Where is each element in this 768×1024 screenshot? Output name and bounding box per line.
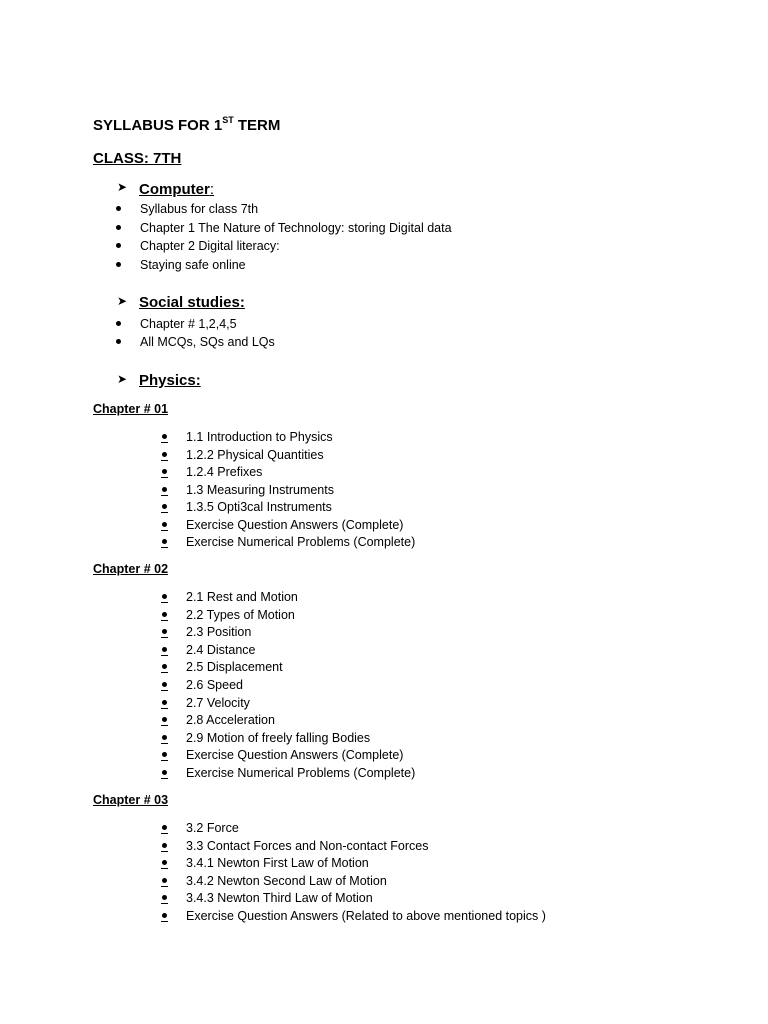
arrow-bullet-icon: ➤	[117, 180, 128, 194]
bullet-icon	[162, 647, 167, 652]
bullet-icon	[162, 594, 167, 599]
bullet-icon	[162, 434, 167, 439]
chapter-01-list: 1.1 Introduction to Physics 1.2.2 Physical Quantities 1.2.4 Prefixes 1.3 Measuring Instruments 1.3.5 Opti3cal Instruments Exercise Question Answers (Complete) Exercise Numerical Problems (Complete)	[162, 430, 562, 560]
chapter-03-list: 3.2 Force 3.3 Contact Forces and Non-contact Forces 3.4.1 Newton First Law of Motion 3.4.2 Newton Second Law of Motion 3.4.3 Newton Third Law of Motion Exercise Question Answers (Related to above mentioned topics )	[162, 821, 582, 931]
bullet-icon	[116, 262, 121, 267]
chapter-01-heading: Chapter # 01	[93, 402, 169, 416]
bullet-icon	[162, 735, 167, 740]
bullet-icon	[162, 629, 167, 634]
arrow-bullet-icon: ➤	[117, 372, 128, 386]
bullet-icon	[162, 770, 167, 775]
bullet-icon	[162, 504, 167, 509]
bullet-icon	[116, 321, 121, 326]
title-suffix: TERM	[233, 117, 281, 134]
bullet-icon	[116, 243, 121, 248]
computer-list: Syllabus for class 7th Chapter 1 The Nature of Technology: storing Digital data Chapter 2 Digital literacy: Staying safe online	[116, 202, 516, 282]
bullet-icon	[162, 860, 167, 865]
social-heading: Social studies:	[139, 294, 245, 311]
bullet-icon	[162, 612, 167, 617]
computer-heading	[139, 181, 214, 198]
computer-heading-text: Computer	[139, 181, 210, 198]
computer-heading-colon: :	[209, 181, 215, 198]
class-label: CLASS: 7TH	[93, 150, 182, 167]
physics-heading: Physics:	[139, 372, 201, 389]
bullet-icon	[116, 339, 121, 344]
bullet-icon	[162, 452, 167, 457]
bullet-icon	[162, 469, 167, 474]
chapter-03-heading: Chapter # 03	[93, 793, 169, 807]
bullet-icon	[162, 825, 167, 830]
chapter-02-heading: Chapter # 02	[93, 562, 169, 576]
syllabus-title	[93, 117, 280, 134]
title-superscript: ST	[222, 115, 234, 125]
arrow-bullet-icon: ➤	[117, 294, 128, 308]
bullet-icon	[162, 843, 167, 848]
bullet-icon	[162, 752, 167, 757]
bullet-icon	[162, 878, 167, 883]
bullet-icon	[162, 682, 167, 687]
bullet-icon	[116, 225, 121, 230]
chapter-02-list: 2.1 Rest and Motion 2.2 Types of Motion 2.3 Position 2.4 Distance 2.5 Displacement 2.6 Speed 2.7 Velocity 2.8 Acceleration 2.9 Motion of freely falling Bodies Exercise Question Answers (Complete) Exercise Numerical Problems (Complete)	[162, 590, 562, 790]
bullet-icon	[162, 539, 167, 544]
title-prefix: SYLLABUS FOR 1	[93, 117, 223, 134]
bullet-icon	[162, 522, 167, 527]
bullet-icon	[162, 664, 167, 669]
social-list: Chapter # 1,2,4,5 All MCQs, SQs and LQs	[116, 317, 516, 357]
bullet-icon	[116, 206, 121, 211]
bullet-icon	[162, 895, 167, 900]
bullet-icon	[162, 487, 167, 492]
bullet-icon	[162, 913, 167, 918]
bullet-icon	[162, 700, 167, 705]
bullet-icon	[162, 717, 167, 722]
